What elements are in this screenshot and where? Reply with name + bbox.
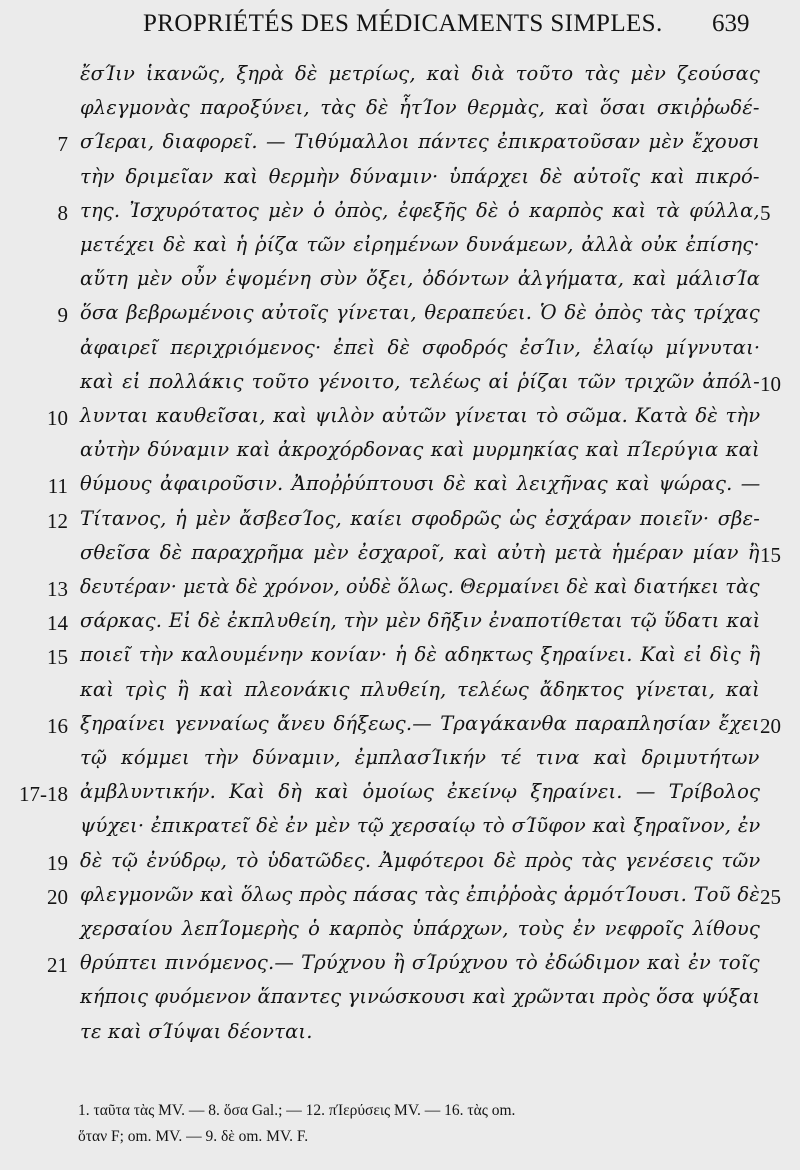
footnotes <box>78 1098 778 1150</box>
text-line <box>0 985 800 1019</box>
text-line <box>0 917 800 951</box>
left-margin-number: 14 <box>47 611 68 636</box>
line-text: δὲ τῷ ἐνύδρῳ, τὸ ὑδατῶδες. Ἀμφότεροι δὲ πρὸς τὰς γενέσεις τῶν <box>80 848 761 872</box>
line-text: ἀμβλυντικήν. Καὶ δὴ καὶ ὁμοίως ἐκείνῳ ξηραίνει. — Τρίβολος <box>80 780 761 804</box>
line-text: σθεῖσα δὲ παραχρῆμα μὲν ἐσχαροῖ, καὶ αὐτὴ μετὰ ἡμέραν μίαν ἢ <box>80 540 760 564</box>
text-line <box>0 951 800 985</box>
line-text: φλεγμονὰς παροξύνει, τὰς δὲ ἧτΊον θερμὰς, καὶ ὅσαι σκιῤῥωδέ- <box>80 96 760 120</box>
text-line <box>0 541 800 575</box>
text-line <box>0 507 800 541</box>
left-margin-number: 21 <box>47 953 68 978</box>
text-line <box>0 883 800 917</box>
line-text: φλεγμονῶν καὶ ὅλως πρὸς πάσας τὰς ἐπιῤῥοὰς ἁρμότΊουσι. Τοῦ δὲ <box>80 882 760 906</box>
right-margin-number: 25 <box>760 884 781 909</box>
text-line <box>0 1020 800 1054</box>
line-text: καὶ τρὶς ἢ καὶ πλεονάκις πλυθείη, τελέως ἄδηκτος γίνεται, καὶ <box>80 677 760 701</box>
left-margin-number: 19 <box>47 850 68 875</box>
text-line <box>0 678 800 712</box>
text-line <box>0 96 800 130</box>
left-margin-number: 16 <box>47 713 68 738</box>
text-line <box>0 814 800 848</box>
line-text: δευτέραν· μετὰ δὲ χρόνον, οὐδὲ ὅλως. Θερμαίνει δὲ καὶ διατήκει τὰς <box>80 575 760 598</box>
text-line <box>0 233 800 267</box>
line-text: ψύχει· ἐπικρατεῖ δὲ ἐν μὲν τῷ χερσαίῳ τὸ σΊῦφον καὶ ξηραῖνον, ἐν <box>80 814 761 838</box>
page-number: 639 <box>712 10 750 37</box>
line-text: αὐτὴν δύναμιν καὶ ἀκροχόρδονας καὶ μυρμηκίας καὶ πΊερύγια καὶ <box>80 438 760 462</box>
line-text: καὶ εἰ πολλάκις τοῦτο γένοιτο, τελέως αἱ ῥίζαι τῶν τριχῶν ἀπόλ- <box>80 369 760 393</box>
text-line <box>0 301 800 335</box>
left-margin-number: 12 <box>47 508 68 533</box>
line-text: σάρκας. Εἰ δὲ ἐκπλυθείη, τὴν μὲν δῆξιν ἐναποτίθεται τῷ ὕδατι καὶ <box>80 609 761 633</box>
footnote-line: 1. ταῦτα τὰς MV. — 8. ὅσα Gal.; — 12. πΊερύσεις MV. — 16. τὰς om. <box>78 1102 516 1119</box>
text-line <box>0 62 800 96</box>
right-margin-number: 10 <box>760 371 781 396</box>
line-text: τῷ κόμμει τὴν δύναμιν, ἐμπλασΊικήν τέ τινα καὶ δριμυτήτων <box>80 746 760 769</box>
text-line <box>0 746 800 780</box>
text-line <box>0 404 800 438</box>
left-margin-number: 15 <box>47 645 68 670</box>
line-text: λυνται καυθεῖσαι, καὶ ψιλὸν αὐτῶν γίνεται τὸ σῶμα. Κατὰ δὲ τὴν <box>80 404 761 427</box>
line-text: σΊεραι, διαφορεῖ. — Τιθύμαλλοι πάντες ἐπικρατοῦσαν μὲν ἔχουσι <box>80 130 761 154</box>
left-margin-number: 11 <box>47 474 68 499</box>
line-text: τὴν δριμεῖαν καὶ θερμὴν δύναμιν· ὑπάρχει δὲ αὐτοῖς καὶ πικρό- <box>80 164 760 188</box>
text-line <box>0 780 800 814</box>
text-line <box>0 370 800 404</box>
line-text: τε καὶ σΊύψαι δέονται. <box>80 1019 313 1043</box>
right-margin-number: 5 <box>760 200 771 225</box>
text-line <box>0 130 800 164</box>
line-text: Τίτανος, ἡ μὲν ἄσβεσΊος, καίει σφοδρῶς ὡς ἐσχάραν ποιεῖν· σβε- <box>80 506 760 530</box>
text-line <box>0 472 800 506</box>
text-line <box>0 712 800 746</box>
text-line <box>0 165 800 199</box>
line-text: χερσαίου λεπΊομερὴς ὁ καρπὸς ὑπάρχων, τοὺς ἐν νεφροῖς λίθους <box>80 917 760 940</box>
line-text: θρύπτει πινόμενος.— Τρύχνου ἢ σΊρύχνου τὸ ἐδώδιμον καὶ ἐν τοῖς <box>80 951 760 975</box>
page-header <box>0 10 800 46</box>
line-text: θύμους ἀφαιροῦσιν. Ἀποῤῥύπτουσι δὲ καὶ λειχῆνας καὶ ψώρας. — <box>80 472 761 496</box>
text-line <box>0 609 800 643</box>
left-margin-number: 13 <box>47 577 68 601</box>
left-margin-number: 8 <box>57 200 68 225</box>
line-text: ὅσα βεβρωμένοις αὐτοῖς γίνεται, θεραπεύει. Ὁ δὲ ὀπὸς τὰς τρίχας <box>80 301 760 325</box>
line-text: ποιεῖ τὴν καλουμένην κονίαν· ἡ δὲ αδηκτως ξηραίνει. Καὶ εἰ δὶς ἢ <box>80 643 761 667</box>
left-margin-number: 20 <box>47 884 68 909</box>
text-line <box>0 267 800 301</box>
line-text: ἔσΊιν ἱκανῶς, ξηρὰ δὲ μετρίως, καὶ διὰ τοῦτο τὰς μὲν ζεούσας <box>80 62 760 85</box>
text-line <box>0 575 800 609</box>
text-line <box>0 199 800 233</box>
left-margin-number: 10 <box>47 406 68 430</box>
text-line <box>0 336 800 370</box>
line-text: ξηραίνει γενναίως ἄνευ δήξεως.— Τραγάκανθα παραπλησίαν ἔχει <box>80 711 760 735</box>
line-text: αὕτη μὲν οὖν ἑψομένη σὺν ὄξει, ὀδόντων ἀλγήματα, καὶ μάλισΊα <box>80 267 761 291</box>
left-margin-number: 9 <box>57 303 68 328</box>
line-text: μετέχει δὲ καὶ ἡ ῥίζα τῶν εἰρημένων δυνάμεων, ἀλλὰ οὐκ ἐπίσης· <box>80 233 760 256</box>
text-line <box>0 643 800 677</box>
line-text: κήποις φυόμενον ἅπαντες γινώσκουσι καὶ χρῶνται πρὸς ὅσα ψύξαι <box>80 985 761 1009</box>
right-margin-number: 20 <box>760 713 781 738</box>
line-text: ἀφαιρεῖ περιχριόμενος· ἐπεὶ δὲ σφοδρός ἐσΊιν, ἐλαίῳ μίγνυται· <box>80 335 761 359</box>
left-margin-number: 17-18 <box>19 782 68 807</box>
text-line <box>0 438 800 472</box>
text-line <box>0 849 800 883</box>
footnote-line: ὅταν F; om. MV. — 9. δὲ om. MV. F. <box>78 1128 309 1145</box>
left-margin-number: 7 <box>57 132 68 157</box>
right-margin-number: 15 <box>760 542 781 567</box>
line-text: της. Ἰσχυρότατος μὲν ὁ ὀπὸς, ἐφεξῆς δὲ ὁ καρπὸς καὶ τὰ φύλλα, <box>80 198 760 222</box>
running-title: PROPRIÉTÉS DES MÉDICAMENTS SIMPLES. <box>143 10 663 37</box>
